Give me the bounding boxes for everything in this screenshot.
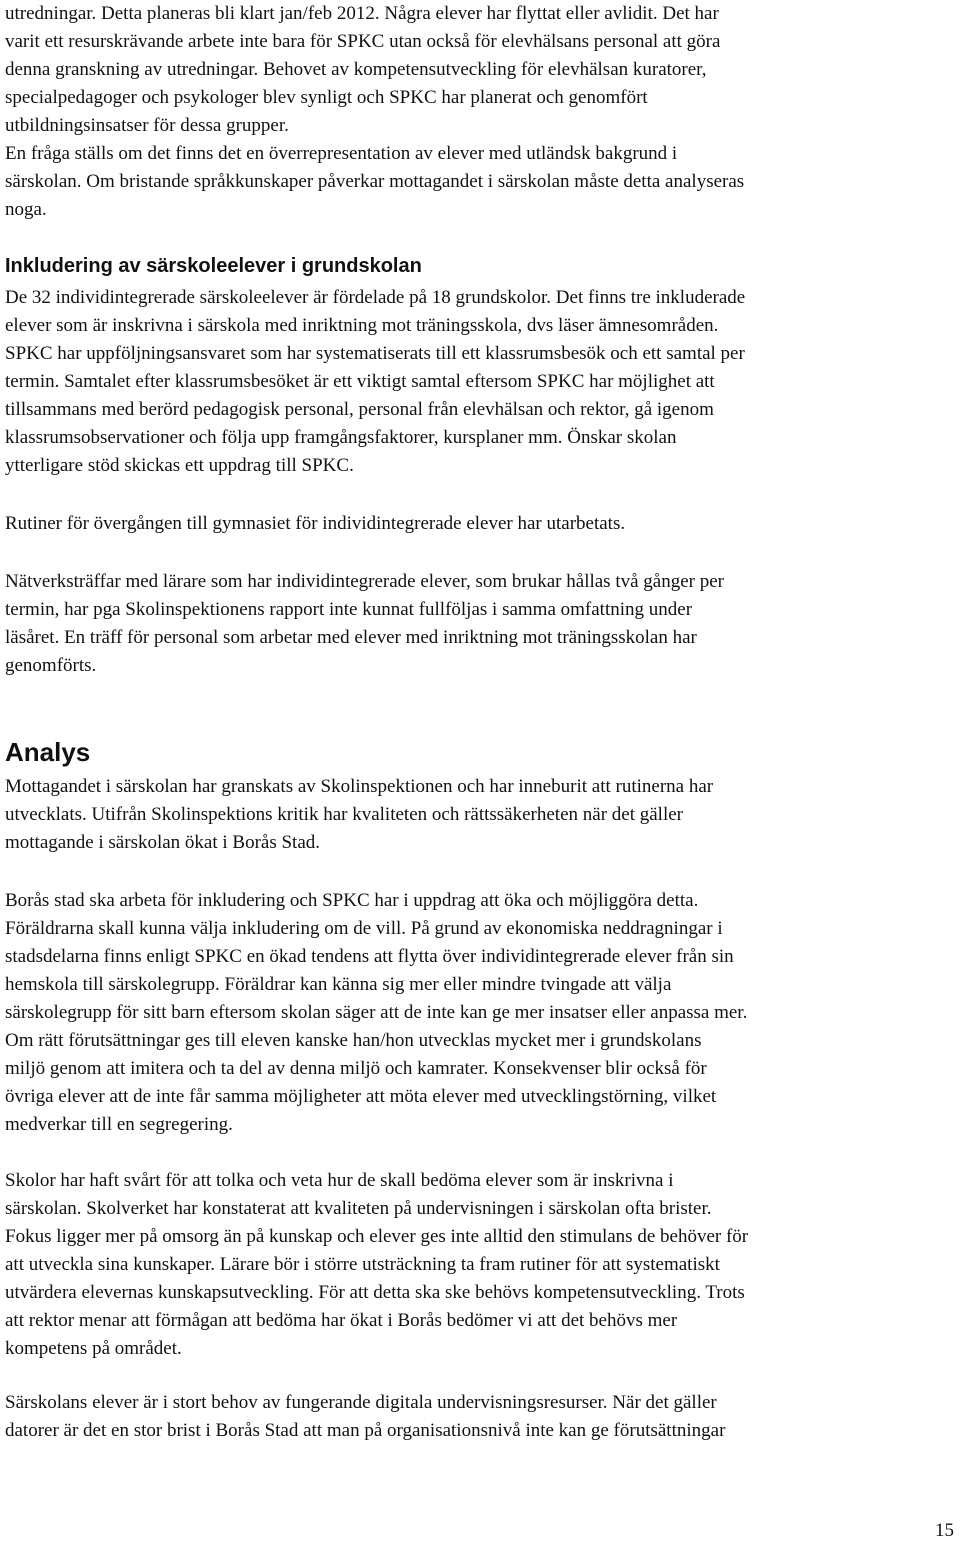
body-text-line: mottagande i särskolan ökat i Borås Stad. bbox=[5, 832, 321, 853]
body-text-line: Nätverksträffar med lärare som har individintegrerade elever, som brukar hållas två gånger per bbox=[5, 571, 724, 592]
body-text-line: genomförts. bbox=[5, 655, 97, 676]
body-text-line: elever som är inskrivna i särskola med inriktning mot träningsskola, dvs läser ämnesområden. bbox=[5, 315, 719, 336]
body-text-line: Fokus ligger mer på omsorg än på kunskap och elever ges inte alltid den stimulans de behöver för bbox=[5, 1226, 749, 1247]
body-text-line: särskolegrupp för sitt barn eftersom skolan säger att de inte kan ge mer insatser eller anpassa mer. bbox=[5, 1002, 748, 1023]
body-text-line: utredningar. Detta planeras bli klart jan/feb 2012. Några elever har flyttat eller avlidit. Det har bbox=[5, 3, 719, 24]
body-text-line: medverkar till en segregering. bbox=[5, 1114, 233, 1135]
body-text-line: De 32 individintegrerade särskoleelever är fördelade på 18 grundskolor. Det finns tre inkluderade bbox=[5, 287, 746, 308]
body-text-line: kompetens på området. bbox=[5, 1338, 182, 1359]
page-number: 15 bbox=[935, 1520, 954, 1541]
body-text-line: klassrumsobservationer och följa upp framgångsfaktorer, kursplaner mm. Önskar skolan bbox=[5, 427, 677, 448]
body-text-line: läsåret. En träff för personal som arbetar med elever med inriktning mot träningsskolan har bbox=[5, 627, 697, 648]
body-text-line: att utveckla sina kunskaper. Lärare bör i större utsträckning ta fram rutiner för att systematiskt bbox=[5, 1254, 720, 1275]
body-text-line: denna granskning av utredningar. Behovet av kompetensutveckling för elevhälsan kuratorer, bbox=[5, 59, 707, 80]
body-text-line: Föräldrarna skall kunna välja inkludering om de vill. På grund av ekonomiska neddragningar i bbox=[5, 918, 723, 939]
analys-heading: Analys bbox=[5, 737, 91, 767]
body-text-line: termin, har pga Skolinspektionens rapport inte kunnat fullföljas i samma omfattning under bbox=[5, 599, 693, 620]
body-text-line: SPKC har uppföljningsansvaret som har systematiserats till ett klassrumsbesök och ett samtal per bbox=[5, 343, 745, 364]
body-text-line: varit ett resurskrävande arbete inte bara för SPKC utan också för elevhälsans personal att göra bbox=[5, 31, 721, 52]
body-text-line: Om rätt förutsättningar ges till eleven kanske han/hon utvecklas mycket mer i grundskolans bbox=[5, 1030, 702, 1051]
body-text-line: En fråga ställs om det finns det en överrepresentation av elever med utländsk bakgrund i bbox=[5, 143, 678, 164]
body-text-line: specialpedagoger och psykologer blev synligt och SPKC har planerat och genomfört bbox=[5, 87, 648, 108]
body-text-line: utvärdera elevernas kunskapsutveckling. För att detta ska ske behövs kompetensutveckling. Trots bbox=[5, 1282, 745, 1303]
body-text-line: Mottagandet i särskolan har granskats av Skolinspektionen och har inneburit att rutinerna har bbox=[5, 776, 714, 797]
body-text-line: Borås stad ska arbeta för inkludering och SPKC har i uppdrag att öka och möjliggöra detta. bbox=[5, 890, 699, 911]
body-text-line: datorer är det en stor brist i Borås Stad att man på organisationsnivå inte kan ge förutsättningar bbox=[5, 1420, 726, 1441]
body-text-line: miljö genom att imitera och ta del av denna miljö och kamrater. Konsekvenser blir också för bbox=[5, 1058, 707, 1079]
body-text-line: Särskolans elever är i stort behov av fungerande digitala undervisningsresurser. När det gäller bbox=[5, 1392, 717, 1413]
body-text-line: särskolan. Skolverket har konstaterat att kvaliteten på undervisningen i särskolan ofta brister. bbox=[5, 1198, 712, 1219]
body-text-line: Rutiner för övergången till gymnasiet för individintegrerade elever har utarbetats. bbox=[5, 513, 626, 534]
body-text-line: hemskola till särskolegrupp. Föräldrar kan känna sig mer eller mindre tvingade att välja bbox=[5, 974, 672, 995]
body-text-line: Skolor har haft svårt för att tolka och veta hur de skall bedöma elever som är inskrivna i bbox=[5, 1170, 674, 1191]
section-heading: Inkludering av särskoleelever i grundskolan bbox=[5, 255, 422, 277]
body-text-line: utbildningsinsatser för dessa grupper. bbox=[5, 115, 289, 136]
body-text-line: noga. bbox=[5, 199, 47, 220]
body-text-line: tillsammans med berörd pedagogisk personal, personal från elevhälsan och rektor, gå igenom bbox=[5, 399, 714, 420]
body-text-line: stadsdelarna finns enligt SPKC en ökad tendens att flytta över individintegrerade elever från sin bbox=[5, 946, 734, 967]
body-text-line: utvecklats. Utifrån Skolinspektions kritik har kvaliteten och rättssäkerheten när det gäller bbox=[5, 804, 683, 825]
body-text-line: ytterligare stöd skickas ett uppdrag till SPKC. bbox=[5, 455, 354, 476]
body-text-line: att rektor menar att förmågan att bedöma har ökat i Borås bedömer vi att det behövs mer bbox=[5, 1310, 678, 1331]
body-text-line: särskolan. Om bristande språkkunskaper påverkar mottagandet i särskolan måste detta analyseras bbox=[5, 171, 745, 192]
body-text-line: övriga elever att de inte får samma möjligheter att möta elever med utvecklingstörning, vilket bbox=[5, 1086, 717, 1107]
body-text-line: termin. Samtalet efter klassrumsbesöket är ett viktigt samtal eftersom SPKC har möjlighet att bbox=[5, 371, 715, 392]
